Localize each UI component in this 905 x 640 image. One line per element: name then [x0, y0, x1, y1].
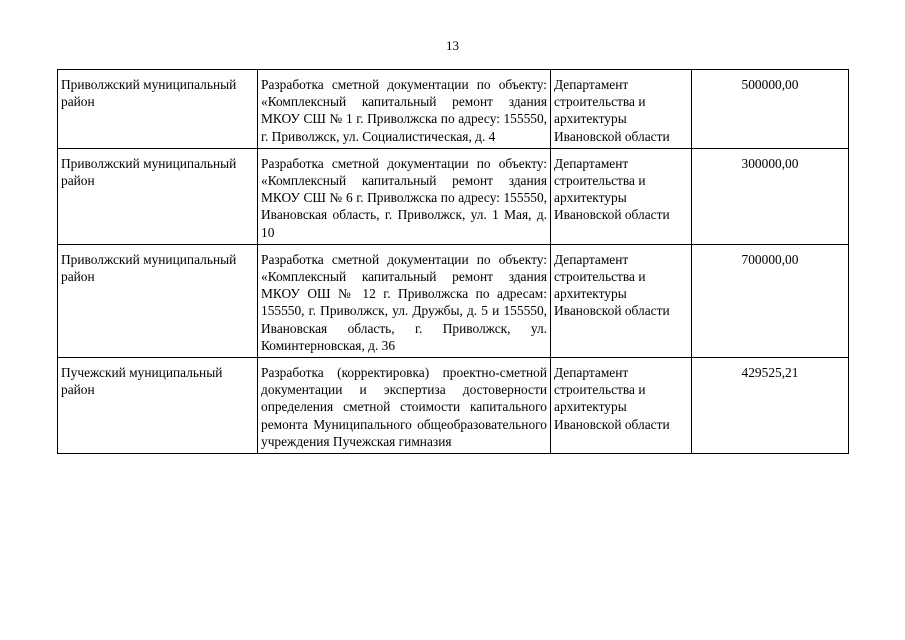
department-cell: Департамент строительства и архитектуры Ивановской области: [551, 70, 692, 149]
description-cell: Разработка (корректировка) проектно-сметной документации и экспертиза достоверности определения сметной стоимости капитального ремонта Муниципального общеобразовательного учреждения Пучежская гимназия: [258, 358, 551, 454]
amount-cell: 700000,00: [692, 244, 849, 357]
description-cell: Разработка сметной документации по объекту: «Комплексный капитальный ремонт здания МКОУ СШ № 6 г. Приволжска по адресу: 155550, Ивановская область, г. Приволжск, ул. 1 Мая, д. 10: [258, 148, 551, 244]
amount-cell: 500000,00: [692, 70, 849, 149]
department-cell: Департамент строительства и архитектуры Ивановской области: [551, 244, 692, 357]
district-cell: Приволжский муниципальный район: [58, 70, 258, 149]
table-row: [58, 358, 849, 454]
district-cell: Приволжский муниципальный район: [58, 148, 258, 244]
amount-cell: 429525,21: [692, 358, 849, 454]
amount-cell: 300000,00: [692, 148, 849, 244]
table-row: [58, 148, 849, 244]
budget-table: [57, 69, 849, 454]
page-number: 13: [446, 38, 459, 53]
district-cell: Приволжский муниципальный район: [58, 244, 258, 357]
table-row: [58, 70, 849, 149]
description-cell: Разработка сметной документации по объекту: «Комплексный капитальный ремонт здания МКОУ СШ № 1 г. Приволжска по адресу: 155550, г. Приволжск, ул. Социалистическая, д. 4: [258, 70, 551, 149]
district-cell: Пучежский муниципальный район: [58, 358, 258, 454]
department-cell: Департамент строительства и архитектуры Ивановской области: [551, 148, 692, 244]
department-cell: Департамент строительства и архитектуры Ивановской области: [551, 358, 692, 454]
table-row: [58, 244, 849, 357]
description-cell: Разработка сметной документации по объекту: «Комплексный капитальный ремонт здания МКОУ ОШ № 12 г. Приволжска по адресам: 155550, г. Приволжск, ул. Дружбы, д. 5 и 155550, Ивановская область, г. Приволжск, ул. Коминтерновская, д. 36: [258, 244, 551, 357]
